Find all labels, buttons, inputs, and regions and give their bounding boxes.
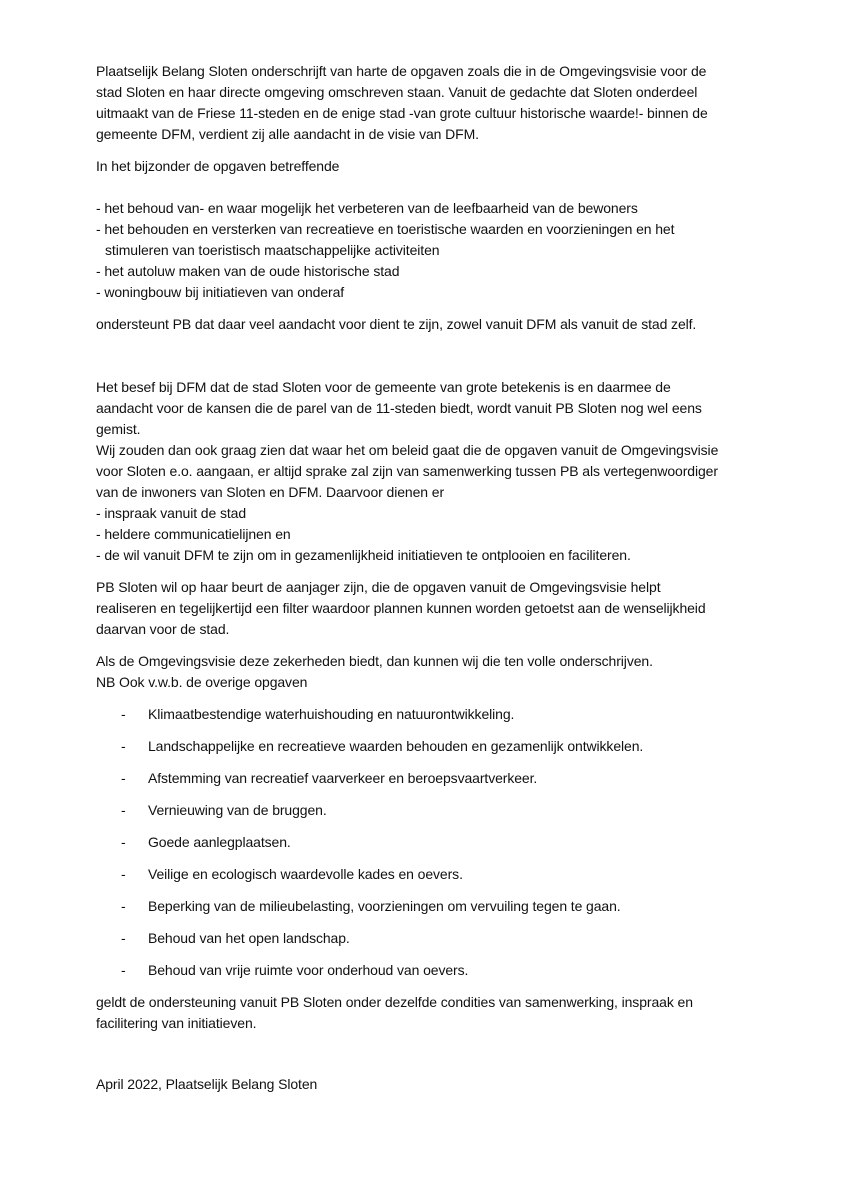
conditional-line: Als de Omgevingsvisie deze zekerheden biedt, dan kunnen wij die ten volle onderschrijven. [96,653,653,669]
dash-marker: - [121,802,126,818]
dash-marker: - [121,770,126,786]
task-text: Vernieuwing van de bruggen. [148,802,327,818]
task-text: Landschappelijke en recreatieve waarden behouden en gezamenlijk ontwikkelen. [148,738,644,754]
role-paragraph: PB Sloten wil op haar beurt de aanjager zijn, die de opgaven vanuit de Omgevingsvisie helpt realiseren en tegelijkertijd een filter waardoor plannen kunnen worden getoetst aan de wenselijkheid daarvan voor de stad. [96,579,706,637]
task-text: Afstemming van recreatief vaarverkeer en beroepsvaartverkeer. [148,770,538,786]
list-item [96,960,776,981]
task-text: Veilige en ecologisch waardevolle kades en oevers. [148,866,463,882]
document-body [96,61,776,1095]
special-heading: In het bijzonder de opgaven betreffende [96,158,340,174]
nb-line: NB Ook v.w.b. de overige opgaven [96,674,308,690]
other-tasks-list [96,704,776,981]
task-text: Goede aanlegplaatsen. [148,834,291,850]
list-item [96,736,776,757]
special-list [96,198,776,303]
list-item: - het autoluw maken van de oude historische stad [96,263,400,279]
dash-marker: - [121,962,126,978]
list-item [96,928,776,949]
list-item: - heldere communicatielijnen en [96,526,291,542]
policy-list [96,503,776,566]
list-item [96,864,776,885]
list-item: - het behouden en versterken van recreatieve en toeristische waarden en voorzieningen en het stimuleren van toeristisch maatschappelijke activiteiten [96,221,675,258]
list-item: - de wil vanuit DFM te zijn om in gezamenlijkheid initiatieven te ontplooien en faciliteren. [96,547,631,563]
dash-marker: - [121,898,126,914]
task-text: Klimaatbestendige waterhuishouding en natuurontwikkeling. [148,706,515,722]
policy-paragraph: Wij zouden dan ook graag zien dat waar het om beleid gaat die de opgaven vanuit de Omgevingsvisie voor Sloten e.o. aangaan, er altijd sprake zal zijn van samenwerking tussen PB als vertegenwoordiger van de inwoners van Sloten en DFM. Daarvoor dienen er [96,442,719,500]
list-item: - inspraak vanuit de stad [96,505,247,521]
task-text: Behoud van het open landschap. [148,930,350,946]
list-item [96,896,776,917]
support-line: ondersteunt PB dat daar veel aandacht voor dient te zijn, zowel vanuit DFM als vanuit de stad zelf. [96,316,697,332]
list-item: - woningbouw bij initiatieven van onderaf [96,284,345,300]
task-text: Beperking van de milieubelasting, voorzieningen om vervuiling tegen te gaan. [148,898,621,914]
dash-marker: - [121,834,126,850]
dash-marker: - [121,738,126,754]
list-item [96,768,776,789]
list-item [96,832,776,853]
list-item [96,704,776,725]
awareness-paragraph: Het besef bij DFM dat de stad Sloten voor de gemeente van grote betekenis is en daarmee de aandacht voor de kansen die de parel van de 11-steden biedt, wordt vanuit PB Sloten nog wel eens gemist. [96,379,702,437]
intro-paragraph: Plaatselijk Belang Sloten onderschrijft van harte de opgaven zoals die in de Omgevingsvisie voor de stad Sloten en haar directe omgeving omschreven staan. Vanuit de gedachte dat Sloten onderdeel uitmaakt van de Friese 11-steden en de enige stad -van grote cultuur historische waarde!- binnen de gemeente DFM, verdient zij alle aandacht in de visie van DFM. [96,63,708,142]
list-item [96,800,776,821]
task-text: Behoud van vrije ruimte voor onderhoud van oevers. [148,962,469,978]
list-item: - het behoud van- en waar mogelijk het verbeteren van de leefbaarheid van de bewoners [96,200,638,216]
dash-marker: - [121,930,126,946]
dash-marker: - [121,706,126,722]
closing-paragraph: geldt de ondersteuning vanuit PB Sloten onder dezelfde condities van samenwerking, inspraak en facilitering van initiatieven. [96,994,693,1031]
signature-line: April 2022, Plaatselijk Belang Sloten [96,1076,318,1092]
dash-marker: - [121,866,126,882]
